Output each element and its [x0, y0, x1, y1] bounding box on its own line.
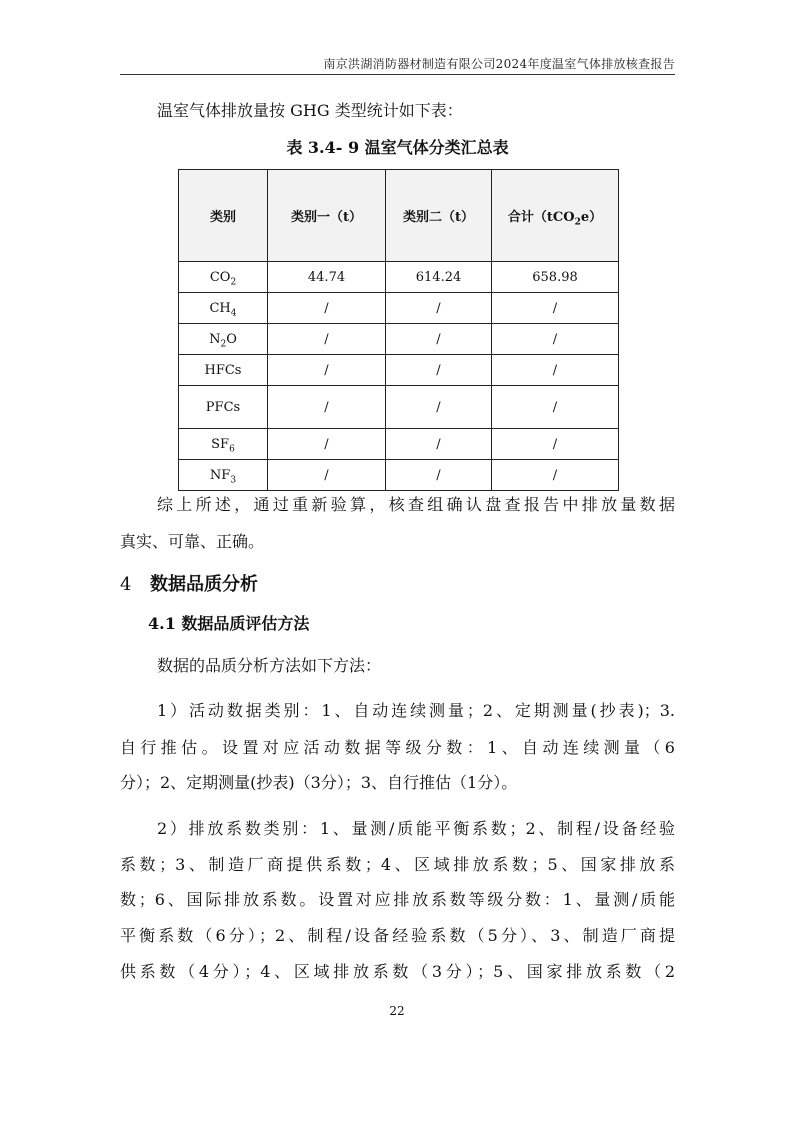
- running-header: 南京洪湖消防器材制造有限公司2024年度温室气体排放核查报告: [323, 57, 675, 71]
- para1-line-3: 分）；2、定期测量(抄表)（3分）；3、自行推估（1分）。: [120, 773, 518, 792]
- section-4-number: 4: [120, 574, 132, 595]
- gas-suffix: O: [226, 331, 237, 347]
- gas-base: PFCs: [205, 399, 241, 415]
- total-cell: /: [492, 386, 619, 429]
- para2-line-2: 系数；3、制造厂商提供系数；4、区域排放系数；5、国家排放系: [120, 855, 675, 874]
- category-two-cell: /: [386, 293, 492, 324]
- gas-base: N: [209, 331, 221, 347]
- category-two-cell: /: [386, 324, 492, 355]
- para2-line-1: 2）排放系数类别：1、量测/质能平衡系数；2、制程/设备经验: [157, 819, 675, 838]
- table-row: [179, 460, 619, 491]
- category-two-cell: /: [386, 355, 492, 386]
- gas-cell: [179, 324, 268, 355]
- header-total: [492, 170, 619, 262]
- gas-cell: [179, 355, 268, 386]
- gas-sub: 3: [230, 475, 237, 486]
- category-one-cell: /: [268, 355, 386, 386]
- gas-base: CO: [209, 269, 231, 285]
- method-intro: 数据的品质分析方法如下方法：: [157, 656, 382, 675]
- category-one-cell: /: [268, 293, 386, 324]
- ghg-summary-table: [178, 169, 619, 491]
- category-two-cell: /: [386, 460, 492, 491]
- gas-cell: [179, 262, 268, 293]
- gas-sub: 2: [230, 277, 237, 288]
- category-two-cell: /: [386, 386, 492, 429]
- category-two-cell: /: [386, 429, 492, 460]
- gas-sub: 4: [230, 308, 237, 319]
- page-number: 22: [389, 1004, 405, 1018]
- category-one-cell: /: [268, 429, 386, 460]
- para2-line-5: 供系数（4分）；4、区域排放系数（3分）；5、国家排放系数（2: [120, 962, 675, 981]
- table-row: [179, 429, 619, 460]
- category-one-cell: /: [268, 460, 386, 491]
- section-4-title: 数据品质分析: [150, 574, 258, 595]
- header-category-one: 类别一（t）: [268, 170, 386, 262]
- header-category-two: 类别二（t）: [386, 170, 492, 262]
- gas-sub: 6: [229, 444, 235, 455]
- header-total-prefix: 合计（tCO: [507, 210, 575, 225]
- gas-sub: 2: [220, 339, 227, 350]
- table-header-row: [179, 170, 619, 262]
- para1-line-1: 1）活动数据类别：1、自动连续测量；2、定期测量(抄表)；3.: [157, 701, 675, 720]
- table-row: [179, 386, 619, 429]
- conclusion-line-1: 综上所述，通过重新验算，核查组确认盘查报告中排放量数据: [157, 495, 675, 514]
- total-cell: /: [492, 460, 619, 491]
- total-cell: /: [492, 355, 619, 386]
- intro-line: 温室气体排放量按 GHG 类型统计如下表：: [157, 101, 463, 120]
- gas-cell: [179, 429, 268, 460]
- para1-line-2: 自行推估。设置对应活动数据等级分数：1、自动连续测量（6: [120, 738, 675, 757]
- conclusion-line-2: 真实、可靠、正确。: [120, 532, 265, 551]
- table-row: [179, 293, 619, 324]
- table-row: [179, 355, 619, 386]
- total-cell: /: [492, 293, 619, 324]
- gas-cell: [179, 460, 268, 491]
- table-caption: 表 3.4- 9 温室气体分类汇总表: [286, 138, 509, 157]
- category-one-cell: 44.74: [268, 262, 386, 293]
- gas-base: CH: [209, 300, 231, 316]
- gas-cell: [179, 293, 268, 324]
- table-row: [179, 324, 619, 355]
- gas-base: HFCs: [204, 362, 242, 378]
- gas-cell: [179, 386, 268, 429]
- section-4-1-heading: 4.1 数据品质评估方法: [148, 614, 310, 633]
- header-divider: [120, 74, 675, 75]
- gas-base: NF: [209, 467, 231, 483]
- total-cell: /: [492, 324, 619, 355]
- header-total-sub: 2: [574, 217, 581, 228]
- total-cell: 658.98: [492, 262, 619, 293]
- para2-line-4: 平衡系数（6分）；2、制程/设备经验系数（5分）、3、制造厂商提: [120, 926, 675, 945]
- gas-base: SF: [211, 436, 230, 452]
- header-category: 类别: [179, 170, 268, 262]
- table-row: [179, 262, 619, 293]
- para2-line-3: 数；6、国际排放系数。设置对应排放系数等级分数：1、量测/质能: [120, 890, 675, 909]
- category-two-cell: 614.24: [386, 262, 492, 293]
- category-one-cell: /: [268, 324, 386, 355]
- header-total-suffix: e）: [580, 210, 603, 225]
- category-one-cell: /: [268, 386, 386, 429]
- section-4-heading: [120, 570, 258, 596]
- total-cell: /: [492, 429, 619, 460]
